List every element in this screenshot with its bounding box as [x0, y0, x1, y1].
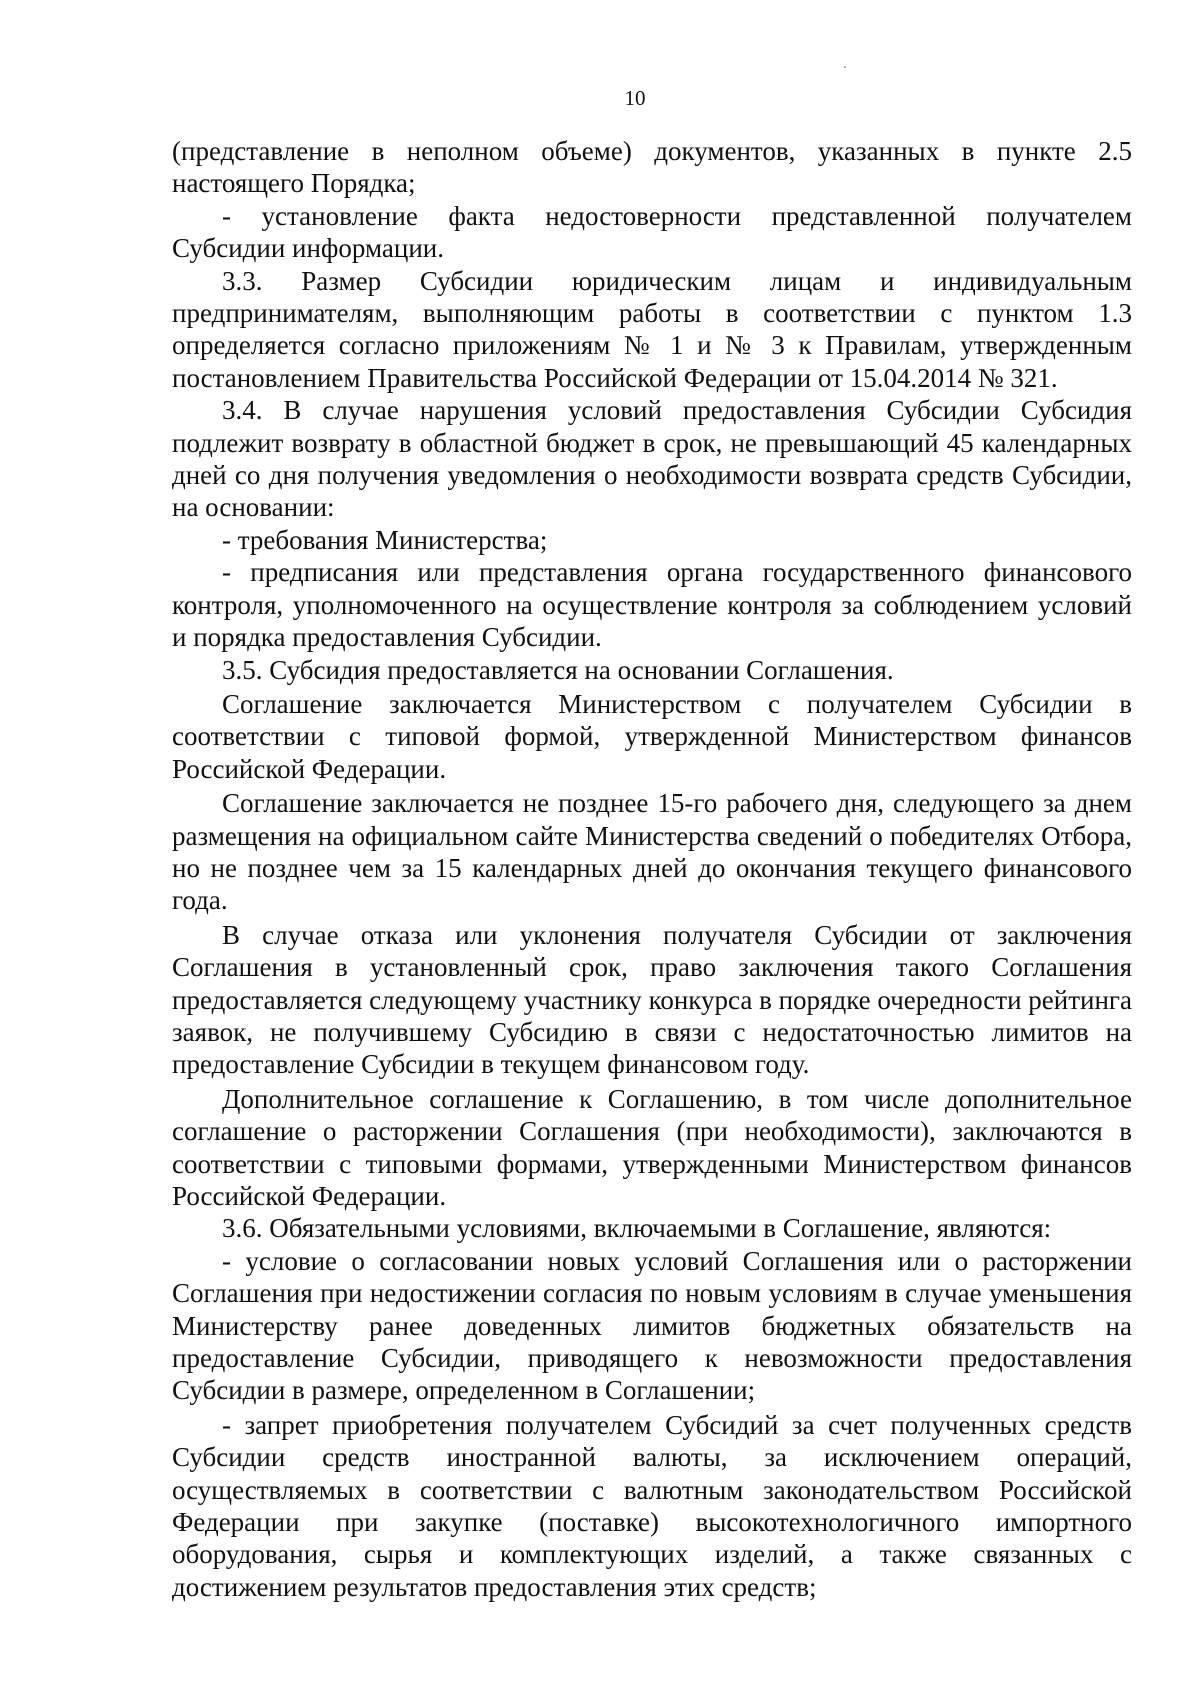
paragraph-ministry-requirement: - требования Министерства;: [222, 524, 548, 555]
paragraph-agreement-form: Соглашение заключается Министерством с получателем Субсидии в соответствии с типовой формой, утвержденной Министерством финансов Российской Федерации.: [172, 688, 1132, 784]
paragraph-agreement-deadline: Соглашение заключается не позднее 15-го рабочего дня, следующего за днем размещения на официальном сайте Министерства сведений о победителях Отбора, но не позднее чем за 15 календарных дней до окончания текущего финансового года.: [172, 788, 1132, 916]
page-number: 10: [624, 86, 646, 110]
paragraph-control-order: - предписания или представления органа государственного финансового контроля, уполномоченного на осуществление контроля за соблюдением условий и порядка предоставления Субсидии.: [172, 557, 1132, 653]
paragraph-3-6: 3.6. Обязательными условиями, включаемыми в Соглашение, являются:: [222, 1213, 1052, 1244]
document-body: [172, 135, 1132, 1603]
paragraph-new-conditions: - условие о согласовании новых условий Соглашения или о расторжении Соглашения при недостижении согласия по новым условиям в случае уменьшения Министерству ранее доведенных лимитов бюджетных обязательств на предоставление Субсидии, приводящего к невозможности предоставления Субсидии в размере, определенном в Соглашении;: [172, 1245, 1132, 1406]
paragraph-3-3: 3.3. Размер Субсидии юридическим лицам и индивидуальным предпринимателям, выполняющим работы в соответствии с пунктом 1.3 определяется согласно приложениям № 1 и № 3 к Правилам, утвержденным постановлением Правительства Российской Федерации от 15.04.2014 № 321.: [172, 265, 1132, 393]
paragraph-3-5: 3.5. Субсидия предоставляется на основании Соглашения.: [222, 654, 894, 685]
paragraph-refusal: В случае отказа или уклонения получателя Субсидии от заключения Соглашения в установленный срок, право заключения такого Соглашения предоставляется следующему участнику конкурса в порядке очередности рейтинга заявок, не получившему Субсидию в связи с недостаточностью лимитов на предоставление Субсидии в текущем финансовом году.: [172, 919, 1132, 1080]
paragraph-currency-ban: - запрет приобретения получателем Субсидий за счет полученных средств Субсидии средств иностранной валюты, за исключением операций, осуществляемых в соответствии с валютным законодательством Российской Федерации при закупке (поставке) высокотехнологичного импортного оборудования, сырья и комплектующих изделий, а также связанных с достижением результатов предоставления этих средств;: [172, 1409, 1132, 1602]
paragraph-additional-agreement: Дополнительное соглашение к Соглашению, в том числе дополнительное соглашение о расторжении Соглашения (при необходимости), заключаются в соответствии с типовыми формами, утвержденными Министерством финансов Российской Федерации.: [172, 1083, 1132, 1211]
paragraph-unreliable-info: - установление факта недостоверности представленной получателем Субсидии информации.: [172, 200, 1132, 264]
paragraph-3-4: 3.4. В случае нарушения условий предоставления Субсидии Субсидия подлежит возврату в областной бюджет в срок, не превышающий 45 календарных дней со дня получения уведомления о необходимости возврата средств Субсидии, на основании:: [172, 395, 1132, 523]
paragraph-continuation: (представление в неполном объеме) документов, указанных в пункте 2.5 настоящего Порядка;: [172, 136, 1132, 199]
scan-speck: [844, 66, 846, 68]
